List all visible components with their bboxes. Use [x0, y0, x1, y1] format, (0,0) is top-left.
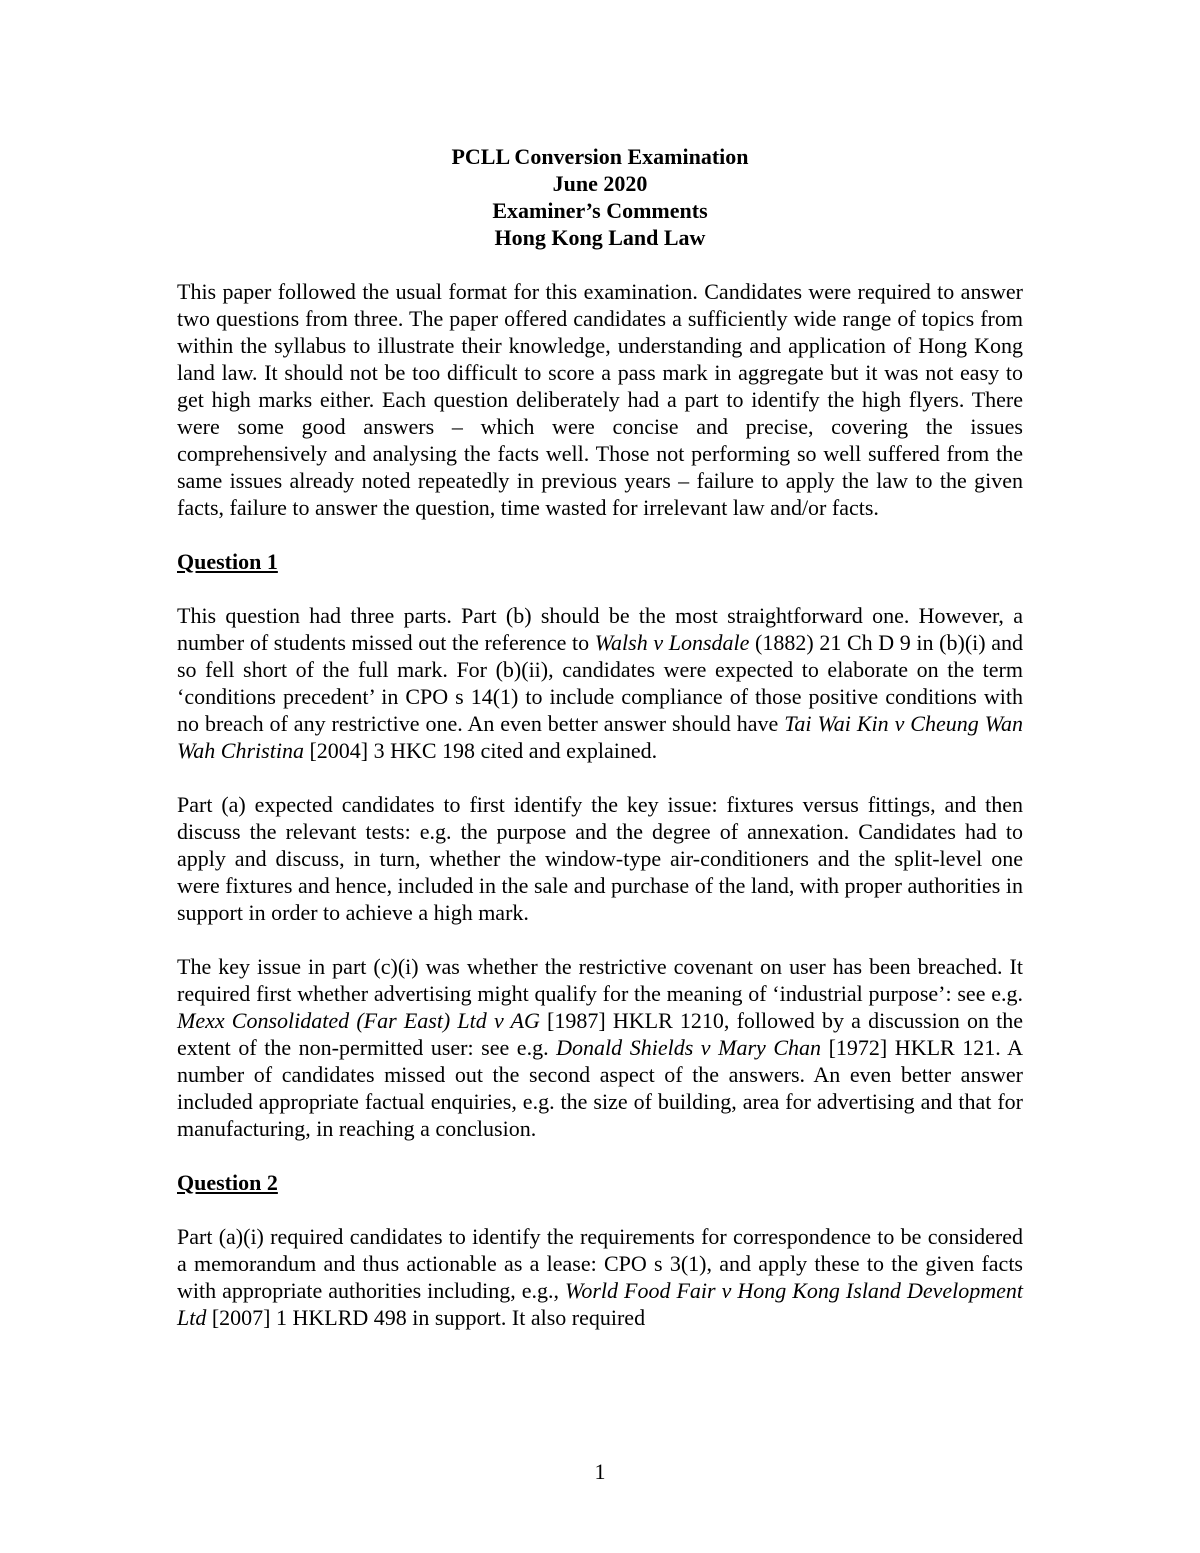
text-run: [1987] HKLR 1210, followed by a discussion on the extent of the non-permitted user: see e.g. [177, 1008, 1024, 1060]
document-title [177, 143, 1023, 251]
text-run: [2004] 3 HKC 198 cited and explained. [303, 738, 658, 763]
question-1-heading: Question 1 [177, 549, 278, 574]
question-2-heading: Question 2 [177, 1170, 278, 1195]
question-1-paragraph-2: Part (a) expected candidates to first identify the key issue: fixtures versus fittings, and then discuss the relevant tests: e.g. the purpose and the degree of annexation. Candidates had to apply and discuss, in turn, whether the window-type air-conditioners and the split-level one were fixtures and hence, included in the sale and purchase of the land, with proper authorities in support in order to achieve a high mark. [177, 792, 1023, 925]
title-line-date: June 2020 [552, 171, 648, 196]
question-1-paragraph-1 [177, 602, 1023, 764]
question-2-paragraph-1 [177, 1223, 1023, 1331]
page-number: 1 [594, 1459, 606, 1484]
case-citation: Tai Wai Kin v Cheung Wan Wah Christina [177, 711, 1024, 763]
case-citation: World Food Fair v Hong Kong Island Development Ltd [177, 1278, 1023, 1330]
title-line-subject: Hong Kong Land Law [494, 225, 706, 250]
text-run: Part (a)(i) required candidates to identify the requirements for correspondence to be considered a memorandum and thus actionable as a lease: CPO s 3(1), and apply these to the given facts with appropriate authorities including, e.g., [177, 1224, 1023, 1303]
text-run: [2007] 1 HKLRD 498 in support. It also required [206, 1305, 646, 1330]
text-run: (1882) 21 Ch D 9 in (b)(i) and so fell short of the full mark. For (b)(ii), candidates were expected to elaborate on the term ‘conditions precedent’ in CPO s 14(1) to include compliance of those positive conditions with no breach of any restrictive one. An even better answer should have [177, 630, 1023, 736]
intro-paragraph: This paper followed the usual format for this examination. Candidates were required to answer two questions from three. The paper offered candidates a sufficiently wide range of topics from within the syllabus to illustrate their knowledge, understanding and application of Hong Kong land law. It should not be too difficult to score a pass mark in aggregate but it was not easy to get high marks either. Each question deliberately had a part to identify the high flyers. There were some good answers – which were concise and precise, covering the issues comprehensively and analysing the facts well. Those not performing so well suffered from the same issues already noted repeatedly in previous years – failure to apply the law to the given facts, failure to answer the question, time wasted for irrelevant law and/or facts. [177, 279, 1023, 520]
title-line-comments: Examiner’s Comments [492, 198, 708, 223]
case-citation: Mexx Consolidated (Far East) Ltd v AG [177, 1008, 540, 1033]
question-1-paragraph-3 [177, 953, 1023, 1142]
document-page [177, 143, 1023, 1358]
title-line-exam: PCLL Conversion Examination [451, 144, 749, 169]
case-citation: Donald Shields v Mary Chan [556, 1035, 822, 1060]
text-run: The key issue in part (c)(i) was whether the restrictive covenant on user has been breached. It required first whether advertising might qualify for the meaning of ‘industrial purpose’: see e.g. [177, 954, 1023, 1006]
text-run: [1972] HKLR 121. A number of candidates missed out the second aspect of the answers. An even better answer included appropriate factual enquiries, e.g. the size of building, area for advertising and that for manufacturing, in reaching a conclusion. [177, 1035, 1023, 1141]
text-run: This question had three parts. Part (b) should be the most straightforward one. However, a number of students missed out the reference to [177, 603, 1023, 655]
case-citation: Walsh v Lonsdale [594, 630, 750, 655]
